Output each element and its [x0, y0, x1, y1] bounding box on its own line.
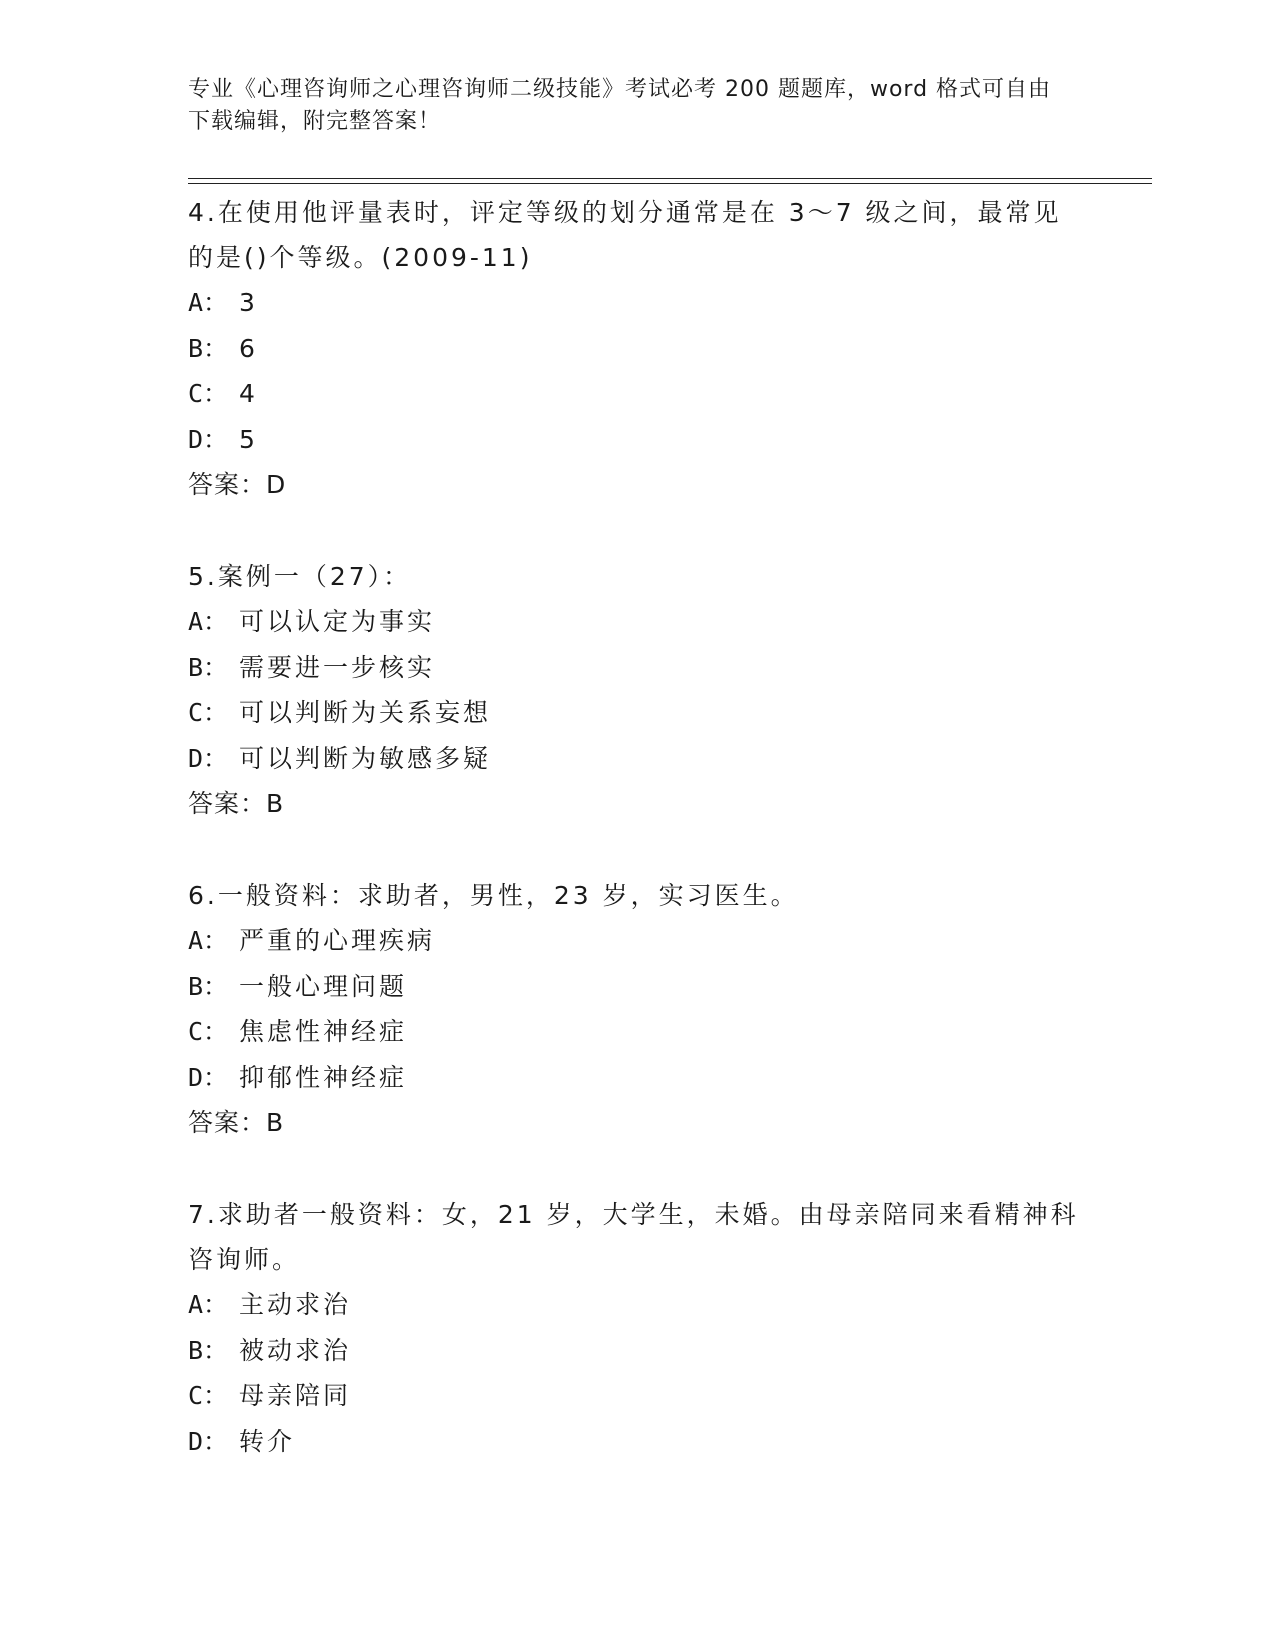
- option-label: A：: [188, 607, 229, 636]
- option-text: 主动求治: [239, 1290, 352, 1319]
- option-label: C：: [188, 1381, 229, 1410]
- answer-line: 答案：B: [188, 789, 285, 818]
- option-label: A：: [188, 288, 229, 317]
- option-text: 需要进一步核实: [239, 652, 436, 682]
- option-label: C：: [188, 1017, 229, 1046]
- header-divider-bottom: [188, 183, 1152, 184]
- option-label: B：: [188, 652, 229, 682]
- option-b: [188, 1328, 1088, 1374]
- option-c: [188, 690, 1088, 736]
- option-label: D：: [188, 743, 229, 773]
- option-label: D：: [188, 424, 229, 454]
- option-label: D：: [188, 1426, 229, 1456]
- option-d: [188, 1419, 1088, 1465]
- option-text: 4: [239, 379, 258, 408]
- option-c: [188, 1373, 1088, 1419]
- option-text: 可以判断为敏感多疑: [239, 743, 492, 773]
- option-d: [188, 1055, 1088, 1101]
- option-label: A：: [188, 926, 229, 955]
- option-text: 6: [239, 333, 258, 363]
- question-list: [188, 190, 1088, 1511]
- question-item: [188, 554, 1088, 826]
- question-stem: 5.案例一（27）：: [188, 562, 412, 591]
- option-text: 可以判断为关系妄想: [239, 698, 492, 727]
- option-text: 可以认定为事实: [239, 607, 436, 636]
- option-c: [188, 371, 1088, 417]
- option-text: 母亲陪同: [239, 1381, 352, 1410]
- option-b: [188, 326, 1088, 372]
- option-label: C：: [188, 379, 229, 408]
- answer-line: 答案：B: [188, 1108, 285, 1137]
- option-label: D：: [188, 1062, 229, 1092]
- option-label: B：: [188, 1335, 229, 1365]
- header-divider-top: [188, 178, 1152, 179]
- option-text: 3: [239, 288, 258, 317]
- option-text: 5: [239, 424, 258, 454]
- option-label: B：: [188, 971, 229, 1001]
- option-d: [188, 417, 1088, 463]
- answer-line: 答案：D: [188, 470, 287, 499]
- question-stem: 6.一般资料：求助者，男性，23 岁，实习医生。: [188, 881, 799, 910]
- option-text: 转介: [239, 1426, 296, 1456]
- option-a: [188, 918, 1088, 964]
- option-d: [188, 736, 1088, 782]
- document-intro: 专业《心理咨询师之心理咨询师二级技能》考试必考 200 题题库，word 格式可自由下载编辑，附完整答案！: [188, 77, 1052, 134]
- option-text: 焦虑性神经症: [239, 1017, 408, 1046]
- option-text: 严重的心理疾病: [239, 926, 436, 955]
- option-text: 抑郁性神经症: [239, 1062, 408, 1092]
- option-a: [188, 1282, 1088, 1328]
- option-text: 一般心理问题: [239, 971, 408, 1001]
- option-a: [188, 599, 1088, 645]
- question-item: [188, 1192, 1088, 1464]
- option-label: A：: [188, 1290, 229, 1319]
- question-stem: 4.在使用他评量表时，评定等级的划分通常是在 3～7 级之间，最常见的是()个等级。(2009-11): [188, 198, 1062, 272]
- question-stem: 7.求助者一般资料：女，21 岁，大学生，未婚。由母亲陪同来看精神科咨询师。: [188, 1200, 1079, 1274]
- option-b: [188, 964, 1088, 1010]
- option-c: [188, 1009, 1088, 1055]
- option-label: B：: [188, 333, 229, 363]
- question-item: [188, 190, 1088, 507]
- option-a: [188, 280, 1088, 326]
- option-b: [188, 645, 1088, 691]
- option-text: 被动求治: [239, 1335, 352, 1365]
- question-item: [188, 873, 1088, 1145]
- option-label: C：: [188, 698, 229, 727]
